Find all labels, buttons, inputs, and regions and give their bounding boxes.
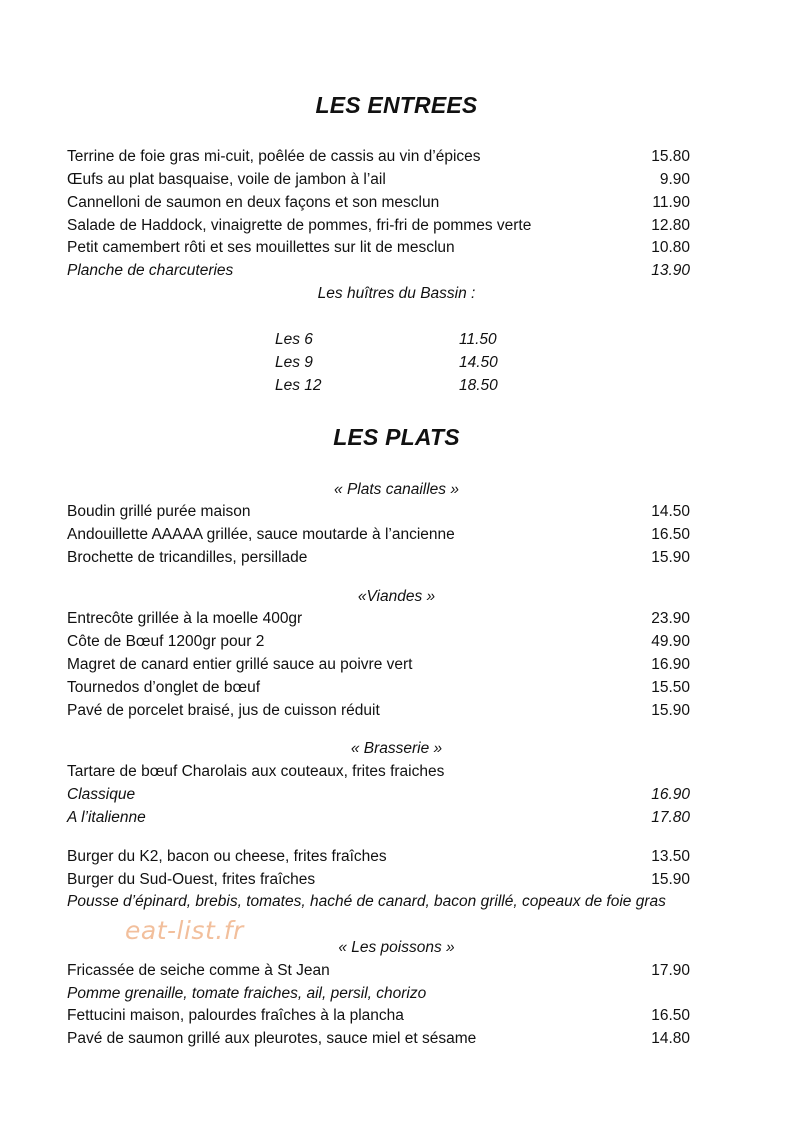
oyster-price: 14.50 — [459, 354, 498, 371]
menu-item — [67, 700, 690, 722]
item-name: Pavé de porcelet braisé, jus de cuisson réduit — [67, 702, 380, 719]
item-name: Brochette de tricandilles, persillade — [67, 549, 308, 566]
item-price: 16.90 — [651, 786, 690, 803]
item-name: Burger du Sud-Ouest, frites fraîches — [67, 871, 316, 888]
plats-heading: LES PLATS — [333, 424, 460, 450]
item-name: Côte de Bœuf 1200gr pour 2 — [67, 633, 265, 650]
item-name: Magret de canard entier grillé sauce au poivre vert — [67, 656, 413, 673]
item-name: Boudin grillé purée maison — [67, 503, 251, 520]
item-name: Fettucini maison, palourdes fraîches à la plancha — [67, 1007, 404, 1024]
menu-item — [67, 761, 690, 783]
item-price: 17.90 — [651, 962, 690, 979]
poissons-title: « Les poissons » — [338, 939, 455, 956]
entrees-heading: LES ENTREES — [315, 92, 478, 118]
item-name: Fricassée de seiche comme à St Jean — [67, 962, 330, 979]
watermark: eat-list.fr — [125, 916, 244, 945]
item-name: Tartare de bœuf Charolais aux couteaux, frites fraiches — [67, 763, 445, 780]
item-price: 16.50 — [651, 1007, 690, 1024]
item-price: 10.80 — [651, 239, 690, 256]
oyster-row — [275, 352, 515, 374]
item-price: 15.90 — [651, 871, 690, 888]
menu-item — [67, 1005, 690, 1027]
menu-item — [67, 1028, 690, 1050]
menu-item — [67, 677, 690, 699]
item-price: 13.50 — [651, 848, 690, 865]
item-name: Andouillette AAAAA grillée, sauce moutarde à l’ancienne — [67, 526, 455, 543]
item-name: Burger du K2, bacon ou cheese, frites fraîches — [67, 848, 387, 865]
item-price: 16.50 — [651, 526, 690, 543]
oysters-title: Les huîtres du Bassin : — [317, 285, 476, 302]
menu-item — [67, 960, 690, 982]
menu-item — [67, 869, 690, 891]
menu-item — [67, 237, 690, 259]
item-name: Cannelloni de saumon en deux façons et son mesclun — [67, 194, 440, 211]
oyster-count: Les 12 — [275, 377, 322, 394]
oyster-row — [275, 329, 515, 351]
oyster-count: Les 6 — [275, 331, 313, 348]
canailles-title: « Plats canailles » — [334, 481, 459, 498]
menu-item — [67, 807, 690, 829]
menu-item — [67, 547, 690, 569]
menu-item — [67, 192, 690, 214]
item-name: Tournedos d’onglet de bœuf — [67, 679, 261, 696]
item-name: Pavé de saumon grillé aux pleurotes, sauce miel et sésame — [67, 1030, 477, 1047]
item-price: 11.90 — [652, 194, 690, 211]
item-name: Petit camembert rôti et ses mouillettes sur lit de mesclun — [67, 239, 455, 256]
item-name: Planche de charcuteries — [67, 262, 234, 279]
item-note: Pomme grenaille, tomate fraiches, ail, persil, chorizo — [67, 985, 427, 1002]
item-price: 14.80 — [651, 1030, 690, 1047]
menu-item — [67, 784, 690, 806]
item-price: 14.50 — [651, 503, 690, 520]
burger-note: Pousse d’épinard, brebis, tomates, haché de canard, bacon grillé, copeaux de foie gras — [67, 893, 666, 910]
item-price: 15.90 — [651, 549, 690, 566]
item-name: Classique — [67, 786, 136, 803]
menu-item — [67, 215, 690, 237]
item-price: 15.80 — [651, 148, 690, 165]
item-price: 17.80 — [651, 809, 690, 826]
item-price: 15.90 — [651, 702, 690, 719]
oyster-price: 11.50 — [459, 331, 497, 348]
menu-item — [67, 631, 690, 653]
item-name: A l’italienne — [67, 809, 146, 826]
menu-item — [67, 846, 690, 868]
oyster-price: 18.50 — [459, 377, 498, 394]
menu-item — [67, 501, 690, 523]
menu-item — [67, 524, 690, 546]
item-price: 23.90 — [651, 610, 690, 627]
menu-item — [67, 608, 690, 630]
item-price: 49.90 — [651, 633, 690, 650]
menu-item — [67, 260, 690, 282]
oyster-count: Les 9 — [275, 354, 313, 371]
oyster-row — [275, 375, 515, 397]
item-price: 9.90 — [659, 171, 690, 188]
item-name: Entrecôte grillée à la moelle 400gr — [67, 610, 303, 627]
menu-item — [67, 146, 690, 168]
item-price: 16.90 — [651, 656, 690, 673]
item-name: Œufs au plat basquaise, voile de jambon à l’ail — [67, 171, 386, 188]
item-price: 15.50 — [651, 679, 690, 696]
menu-item — [67, 169, 690, 191]
menu-item — [67, 654, 690, 676]
brasserie-title: « Brasserie » — [350, 740, 443, 757]
item-price: 12.80 — [651, 217, 690, 234]
item-name: Terrine de foie gras mi-cuit, poêlée de cassis au vin d’épices — [67, 148, 481, 165]
viandes-title: «Viandes » — [357, 588, 436, 605]
item-name: Salade de Haddock, vinaigrette de pommes, fri-fri de pommes verte — [67, 217, 532, 234]
item-price: 13.90 — [651, 262, 690, 279]
